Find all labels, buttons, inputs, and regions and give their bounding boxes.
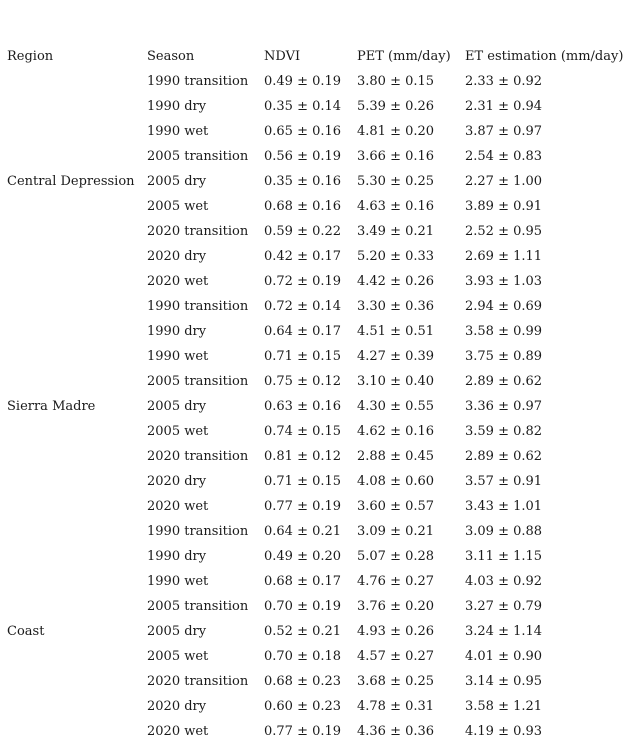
cell-et-estimation: 3.27 ± 0.79 <box>465 599 543 614</box>
cell-ndvi: 0.75 ± 0.12 <box>264 374 342 389</box>
cell-et-estimation: 3.36 ± 0.97 <box>465 399 543 414</box>
cell-ndvi: 0.77 ± 0.19 <box>264 724 342 739</box>
cell-ndvi: 0.65 ± 0.16 <box>264 124 342 139</box>
cell-ndvi: 0.68 ± 0.23 <box>264 674 342 689</box>
cell-et-estimation: 3.43 ± 1.01 <box>465 499 543 514</box>
cell-region <box>0 669 147 694</box>
cell-ndvi: 0.74 ± 0.15 <box>264 424 342 439</box>
cell-season: 2020 transition <box>147 449 249 464</box>
cell-region <box>0 694 147 719</box>
cell-pet: 4.62 ± 0.16 <box>357 424 435 439</box>
header-pet: PET (mm/day) <box>357 49 451 64</box>
cell-ndvi: 0.68 ± 0.16 <box>264 199 342 214</box>
cell-season: 2005 dry <box>147 624 207 639</box>
cell-pet: 3.10 ± 0.40 <box>357 374 435 389</box>
cell-season: 2020 transition <box>147 674 249 689</box>
cell-region <box>0 69 147 94</box>
cell-ndvi: 0.72 ± 0.14 <box>264 299 342 314</box>
cell-et-estimation: 2.94 ± 0.69 <box>465 299 543 314</box>
cell-ndvi: 0.72 ± 0.19 <box>264 274 342 289</box>
header-ndvi: NDVI <box>264 49 301 64</box>
cell-region <box>0 419 147 444</box>
cell-et-estimation: 4.19 ± 0.93 <box>465 724 543 739</box>
table-row <box>0 119 635 144</box>
cell-season: 2020 dry <box>147 249 207 264</box>
cell-pet: 3.68 ± 0.25 <box>357 674 435 689</box>
cell-season: 2005 transition <box>147 374 249 389</box>
cell-ndvi: 0.63 ± 0.16 <box>264 399 342 414</box>
cell-season: 2005 wet <box>147 649 209 664</box>
cell-ndvi: 0.49 ± 0.20 <box>264 549 342 564</box>
cell-ndvi: 0.71 ± 0.15 <box>264 474 342 489</box>
table-header <box>0 44 635 69</box>
cell-pet: 3.30 ± 0.36 <box>357 299 435 314</box>
cell-et-estimation: 3.58 ± 0.99 <box>465 324 543 339</box>
header-row <box>0 44 635 69</box>
cell-pet: 4.51 ± 0.51 <box>357 324 435 339</box>
header-region: Region <box>7 49 54 64</box>
cell-et-estimation: 2.89 ± 0.62 <box>465 374 543 389</box>
cell-ndvi: 0.70 ± 0.18 <box>264 649 342 664</box>
cell-region: Sierra Madre <box>7 399 96 414</box>
cell-pet: 4.78 ± 0.31 <box>357 699 435 714</box>
cell-pet: 4.42 ± 0.26 <box>357 274 435 289</box>
cell-pet: 4.76 ± 0.27 <box>357 574 435 589</box>
cell-season: 2005 wet <box>147 424 209 439</box>
cell-et-estimation: 3.14 ± 0.95 <box>465 674 543 689</box>
cell-region <box>0 194 147 219</box>
cell-ndvi: 0.35 ± 0.14 <box>264 99 342 114</box>
cell-region <box>0 519 147 544</box>
cell-pet: 3.09 ± 0.21 <box>357 524 435 539</box>
cell-region <box>0 369 147 394</box>
cell-et-estimation: 4.01 ± 0.90 <box>465 649 543 664</box>
cell-region <box>0 594 147 619</box>
cell-season: 1990 dry <box>147 324 207 339</box>
cell-region <box>0 219 147 244</box>
cell-et-estimation: 2.69 ± 1.11 <box>465 249 543 264</box>
cell-region <box>0 344 147 369</box>
cell-season: 1990 wet <box>147 574 209 589</box>
cell-region <box>0 469 147 494</box>
cell-pet: 4.27 ± 0.39 <box>357 349 435 364</box>
cell-season: 1990 dry <box>147 99 207 114</box>
cell-et-estimation: 3.89 ± 0.91 <box>465 199 543 214</box>
cell-region <box>0 94 147 119</box>
cell-region <box>0 294 147 319</box>
table-row <box>0 169 635 194</box>
cell-season: 2020 transition <box>147 224 249 239</box>
cell-ndvi: 0.64 ± 0.17 <box>264 324 342 339</box>
table-row <box>0 369 635 394</box>
cell-pet: 3.60 ± 0.57 <box>357 499 435 514</box>
cell-region <box>0 119 147 144</box>
cell-season: 1990 wet <box>147 124 209 139</box>
cell-season: 2005 dry <box>147 174 207 189</box>
cell-et-estimation: 3.58 ± 1.21 <box>465 699 543 714</box>
cell-pet: 4.08 ± 0.60 <box>357 474 435 489</box>
cell-season: 2005 transition <box>147 599 249 614</box>
cell-ndvi: 0.60 ± 0.23 <box>264 699 342 714</box>
cell-season: 1990 wet <box>147 349 209 364</box>
table-row <box>0 719 635 744</box>
table-row <box>0 144 635 169</box>
cell-pet: 3.49 ± 0.21 <box>357 224 435 239</box>
cell-region <box>0 444 147 469</box>
table-row <box>0 469 635 494</box>
cell-season: 2020 dry <box>147 699 207 714</box>
cell-pet: 4.63 ± 0.16 <box>357 199 435 214</box>
cell-et-estimation: 3.75 ± 0.89 <box>465 349 543 364</box>
table-body <box>0 69 635 744</box>
table-row <box>0 594 635 619</box>
cell-pet: 5.30 ± 0.25 <box>357 174 435 189</box>
cell-ndvi: 0.68 ± 0.17 <box>264 574 342 589</box>
table-row <box>0 319 635 344</box>
cell-season: 2020 wet <box>147 499 209 514</box>
cell-ndvi: 0.71 ± 0.15 <box>264 349 342 364</box>
cell-ndvi: 0.56 ± 0.19 <box>264 149 342 164</box>
table-row <box>0 94 635 119</box>
cell-et-estimation: 3.93 ± 1.03 <box>465 274 543 289</box>
cell-pet: 4.57 ± 0.27 <box>357 649 435 664</box>
cell-season: 2020 wet <box>147 274 209 289</box>
cell-ndvi: 0.77 ± 0.19 <box>264 499 342 514</box>
cell-season: 1990 transition <box>147 524 249 539</box>
cell-pet: 4.36 ± 0.36 <box>357 724 435 739</box>
cell-et-estimation: 3.87 ± 0.97 <box>465 124 543 139</box>
cell-season: 1990 transition <box>147 299 249 314</box>
cell-pet: 4.93 ± 0.26 <box>357 624 435 639</box>
cell-et-estimation: 2.33 ± 0.92 <box>465 74 543 89</box>
cell-region <box>0 494 147 519</box>
cell-et-estimation: 3.59 ± 0.82 <box>465 424 543 439</box>
cell-ndvi: 0.81 ± 0.12 <box>264 449 342 464</box>
table-row <box>0 669 635 694</box>
table-row <box>0 244 635 269</box>
table-row <box>0 619 635 644</box>
cell-et-estimation: 2.52 ± 0.95 <box>465 224 543 239</box>
cell-pet: 5.20 ± 0.33 <box>357 249 435 264</box>
cell-region: Coast <box>7 624 45 639</box>
cell-et-estimation: 4.03 ± 0.92 <box>465 574 543 589</box>
cell-region <box>0 144 147 169</box>
cell-season: 2005 wet <box>147 199 209 214</box>
cell-pet: 4.81 ± 0.20 <box>357 124 435 139</box>
table-row <box>0 544 635 569</box>
cell-et-estimation: 3.11 ± 1.15 <box>465 549 543 564</box>
table-row <box>0 69 635 94</box>
header-et-estimation: ET estimation (mm/day) <box>465 49 624 64</box>
table-row <box>0 344 635 369</box>
table-row <box>0 194 635 219</box>
cell-ndvi: 0.49 ± 0.19 <box>264 74 342 89</box>
cell-pet: 5.07 ± 0.28 <box>357 549 435 564</box>
cell-ndvi: 0.70 ± 0.19 <box>264 599 342 614</box>
et-estimation-table <box>0 44 635 744</box>
cell-ndvi: 0.64 ± 0.21 <box>264 524 342 539</box>
cell-region <box>0 719 147 744</box>
cell-et-estimation: 2.27 ± 1.00 <box>465 174 543 189</box>
table-row <box>0 294 635 319</box>
cell-region <box>0 569 147 594</box>
cell-season: 1990 dry <box>147 549 207 564</box>
cell-region <box>0 269 147 294</box>
cell-region <box>0 244 147 269</box>
cell-pet: 2.88 ± 0.45 <box>357 449 435 464</box>
cell-et-estimation: 2.31 ± 0.94 <box>465 99 543 114</box>
table-row <box>0 644 635 669</box>
cell-season: 1990 transition <box>147 74 249 89</box>
cell-season: 2005 dry <box>147 399 207 414</box>
table-row <box>0 494 635 519</box>
cell-pet: 3.80 ± 0.15 <box>357 74 435 89</box>
table-row <box>0 444 635 469</box>
cell-et-estimation: 2.54 ± 0.83 <box>465 149 543 164</box>
cell-ndvi: 0.42 ± 0.17 <box>264 249 342 264</box>
cell-season: 2020 wet <box>147 724 209 739</box>
cell-et-estimation: 3.24 ± 1.14 <box>465 624 543 639</box>
cell-region <box>0 544 147 569</box>
cell-et-estimation: 3.57 ± 0.91 <box>465 474 543 489</box>
cell-season: 2020 dry <box>147 474 207 489</box>
table-row <box>0 394 635 419</box>
cell-pet: 3.76 ± 0.20 <box>357 599 435 614</box>
cell-region: Central Depression <box>7 174 135 189</box>
table-row <box>0 569 635 594</box>
table-row <box>0 419 635 444</box>
cell-ndvi: 0.35 ± 0.16 <box>264 174 342 189</box>
table-row <box>0 219 635 244</box>
cell-region <box>0 644 147 669</box>
cell-et-estimation: 3.09 ± 0.88 <box>465 524 543 539</box>
cell-season: 2005 transition <box>147 149 249 164</box>
cell-region <box>0 319 147 344</box>
cell-ndvi: 0.59 ± 0.22 <box>264 224 342 239</box>
cell-pet: 3.66 ± 0.16 <box>357 149 435 164</box>
table-row <box>0 269 635 294</box>
cell-ndvi: 0.52 ± 0.21 <box>264 624 342 639</box>
cell-et-estimation: 2.89 ± 0.62 <box>465 449 543 464</box>
cell-pet: 5.39 ± 0.26 <box>357 99 435 114</box>
table-row <box>0 519 635 544</box>
header-season: Season <box>147 49 195 64</box>
table-row <box>0 694 635 719</box>
cell-pet: 4.30 ± 0.55 <box>357 399 435 414</box>
